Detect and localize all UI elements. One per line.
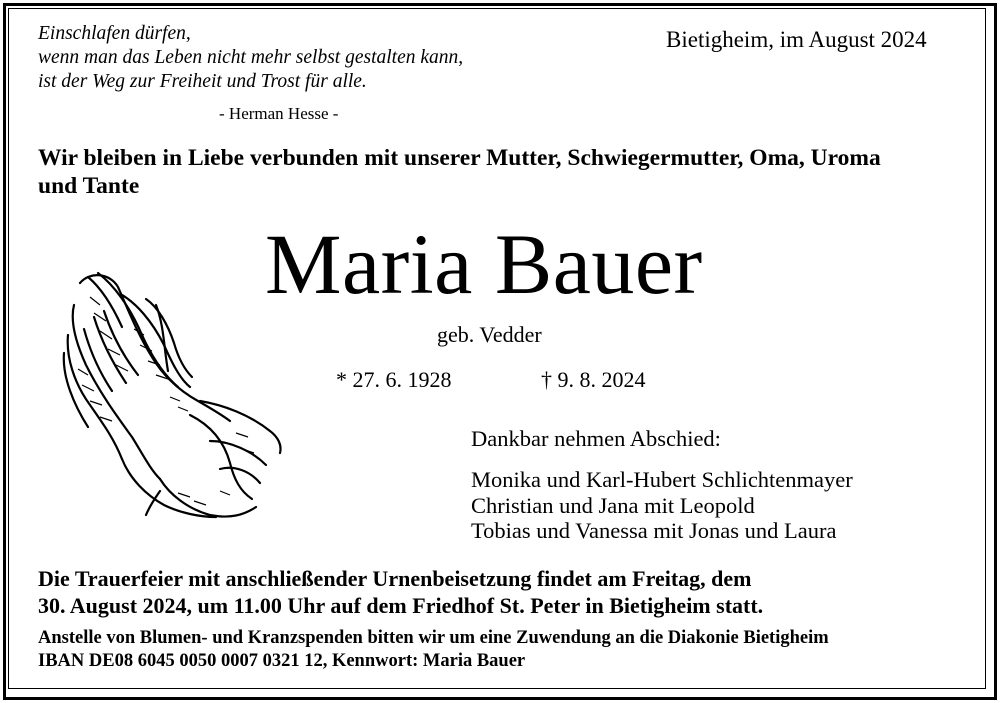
praying-hands-icon bbox=[60, 265, 285, 525]
quote-line: wenn man das Leben nicht mehr selbst gestalten kann, bbox=[38, 47, 464, 68]
service-line: 30. August 2024, um 11.00 Uhr auf dem Friedhof St. Peter in Bietigheim statt. bbox=[38, 593, 764, 618]
deceased-name: Maria Bauer bbox=[265, 216, 703, 312]
place-date: Bietigheim, im August 2024 bbox=[666, 27, 927, 52]
mourners-list bbox=[471, 467, 853, 544]
intro-line: und Tante bbox=[38, 173, 140, 199]
intro-line: Wir bleiben in Liebe verbunden mit unserer Mutter, Schwiegermutter, Oma, Uroma bbox=[38, 145, 881, 171]
birth-date: * 27. 6. 1928 bbox=[336, 367, 452, 392]
service-info bbox=[38, 565, 763, 619]
donation-info bbox=[38, 627, 829, 673]
mourner-item: Christian und Jana mit Leopold bbox=[471, 492, 755, 518]
quote-line: ist der Weg zur Freiheit und Trost für alle. bbox=[38, 71, 367, 92]
mourners-heading: Dankbar nehmen Abschied: bbox=[471, 426, 721, 451]
service-line: Die Trauerfeier mit anschließender Urnenbeisetzung findet am Freitag, dem bbox=[38, 566, 752, 591]
donation-line: IBAN DE08 6045 0050 0007 0321 12, Kennwort: Maria Bauer bbox=[38, 651, 526, 671]
quote-author: - Herman Hesse - bbox=[219, 104, 339, 123]
intro-text bbox=[38, 144, 881, 200]
donation-line: Anstelle von Blumen- und Kranzspenden bitten wir um eine Zuwendung an die Diakonie Bietigheim bbox=[38, 628, 829, 648]
mourner-item: Monika und Karl-Hubert Schlichtenmayer bbox=[471, 467, 853, 492]
birth-name: geb. Vedder bbox=[437, 322, 542, 347]
quote bbox=[38, 22, 463, 94]
quote-line: Einschlafen dürfen, bbox=[38, 23, 191, 44]
death-date: † 9. 8. 2024 bbox=[541, 367, 646, 392]
mourner-item: Tobias und Vanessa mit Jonas und Laura bbox=[471, 518, 837, 543]
